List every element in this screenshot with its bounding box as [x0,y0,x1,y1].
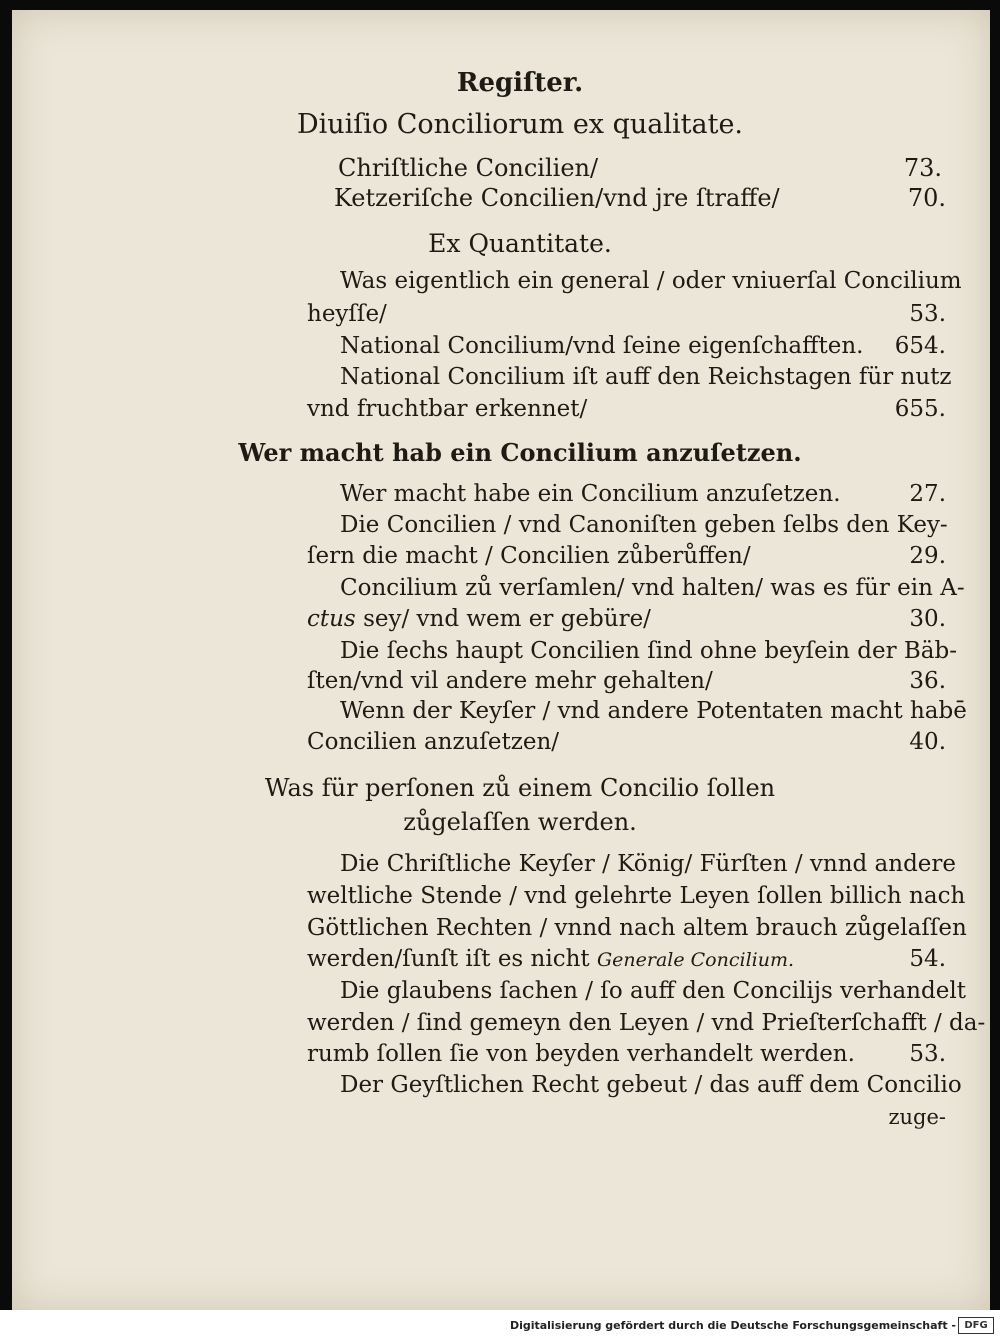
page-ref: 73. [903,154,942,182]
entry-text: National Concilium iſt auff den Reichstagen für nutz [340,364,952,390]
footer-credit: Digitalisierung gefördert durch die Deutsche Forschungsgemeinschaft - [509,1319,956,1332]
page-ref: 655. [894,396,946,422]
entry-text: ſern die macht / Concilien zůberůffen/ [307,543,751,569]
page-ref: 54. [909,946,946,972]
entry-text: Die Chriſtliche Keyſer / König/ Fürſten / vnnd andere [340,851,957,877]
page-ref: 40. [909,729,946,755]
entry-text: Göttlichen Rechten / vnnd nach altem brauch zůgelaſſen [307,915,967,941]
entry-text: Die glaubens ſachen / ſo auff den Concilijs verhandelt [340,978,966,1004]
entry-text: National Concilium/vnd ſeine eigenſchafften. [340,333,864,359]
entry-text: werden / ſind gemeyn den Leyen / vnd Prieſterſchafft / da- [307,1010,986,1036]
catchword: zuge- [888,1105,946,1129]
latin-term: ctus [307,606,356,632]
digitization-footer [0,1310,1000,1338]
page-ref: 70. [907,184,946,212]
entry-text: weltliche Stende / vnd gelehrte Leyen ſollen billich nach [307,883,966,909]
entry-text: Ketzeriſche Concilien/vnd jre ſtraffe/ [334,184,780,212]
entry-text: Der Geyſtlichen Recht gebeut / das auff dem Concilio [340,1072,962,1098]
page-ref: 29. [909,543,946,569]
running-head: Regiſter. [456,68,584,98]
entry-text: Chriſtliche Concilien/ [338,154,599,182]
page-ref: 53. [909,1041,946,1067]
entry-text-line [307,948,794,971]
page-ref: 36. [909,668,946,694]
section-heading-macht: Wer macht hab ein Concilium anzuſetzen. [238,438,802,467]
page-ref: 53. [909,301,946,327]
entry-text: Wer macht habe ein Concilium anzuſetzen. [340,481,841,507]
section-heading-qualitate: Diuiſio Conciliorum ex qualitate. [296,109,744,140]
entry-text-line [307,608,651,631]
entry-text: Concilien anzuſetzen/ [307,729,560,755]
section-heading-quantitate: Ex Quantitate. [428,229,612,258]
page-ref: 654. [894,333,946,359]
entry-text: sey/ vnd wem er gebüre/ [363,606,651,632]
page-ref: 30. [909,606,946,632]
entry-text: rumb ſollen ſie von beyden verhandelt werden. [307,1041,855,1067]
entry-text: Die Concilien / vnd Canoniſten geben ſelbs den Key- [340,512,948,538]
entry-text: Die ſechs haupt Concilien ſind ohne beyſein der Bäb- [340,638,958,664]
page-ref: 27. [909,481,946,507]
entry-text: Was eigentlich ein general / oder vniuerſal Concilium [340,268,962,294]
entry-text: Concilium zů verſamlen/ vnd halten/ was es für ein A- [340,575,965,601]
entry-text: werden/ſunſt iſt es nicht [307,946,590,972]
latin-term: Generale Concilium. [596,949,795,971]
entry-text: heyſſe/ [307,301,387,327]
section-heading-personen: Was für perſonen zů einem Concilio ſollen [264,774,776,802]
entry-text: Wenn der Keyſer / vnd andere Potentaten macht habē [340,698,967,724]
section-heading-personen-cont: zůgelaſſen werden. [403,808,637,836]
entry-text: vnd fruchtbar erkennet/ [307,396,588,422]
entry-text: ſten/vnd vil andere mehr gehalten/ [307,668,713,694]
dfg-logo-icon: DFG [958,1317,994,1334]
